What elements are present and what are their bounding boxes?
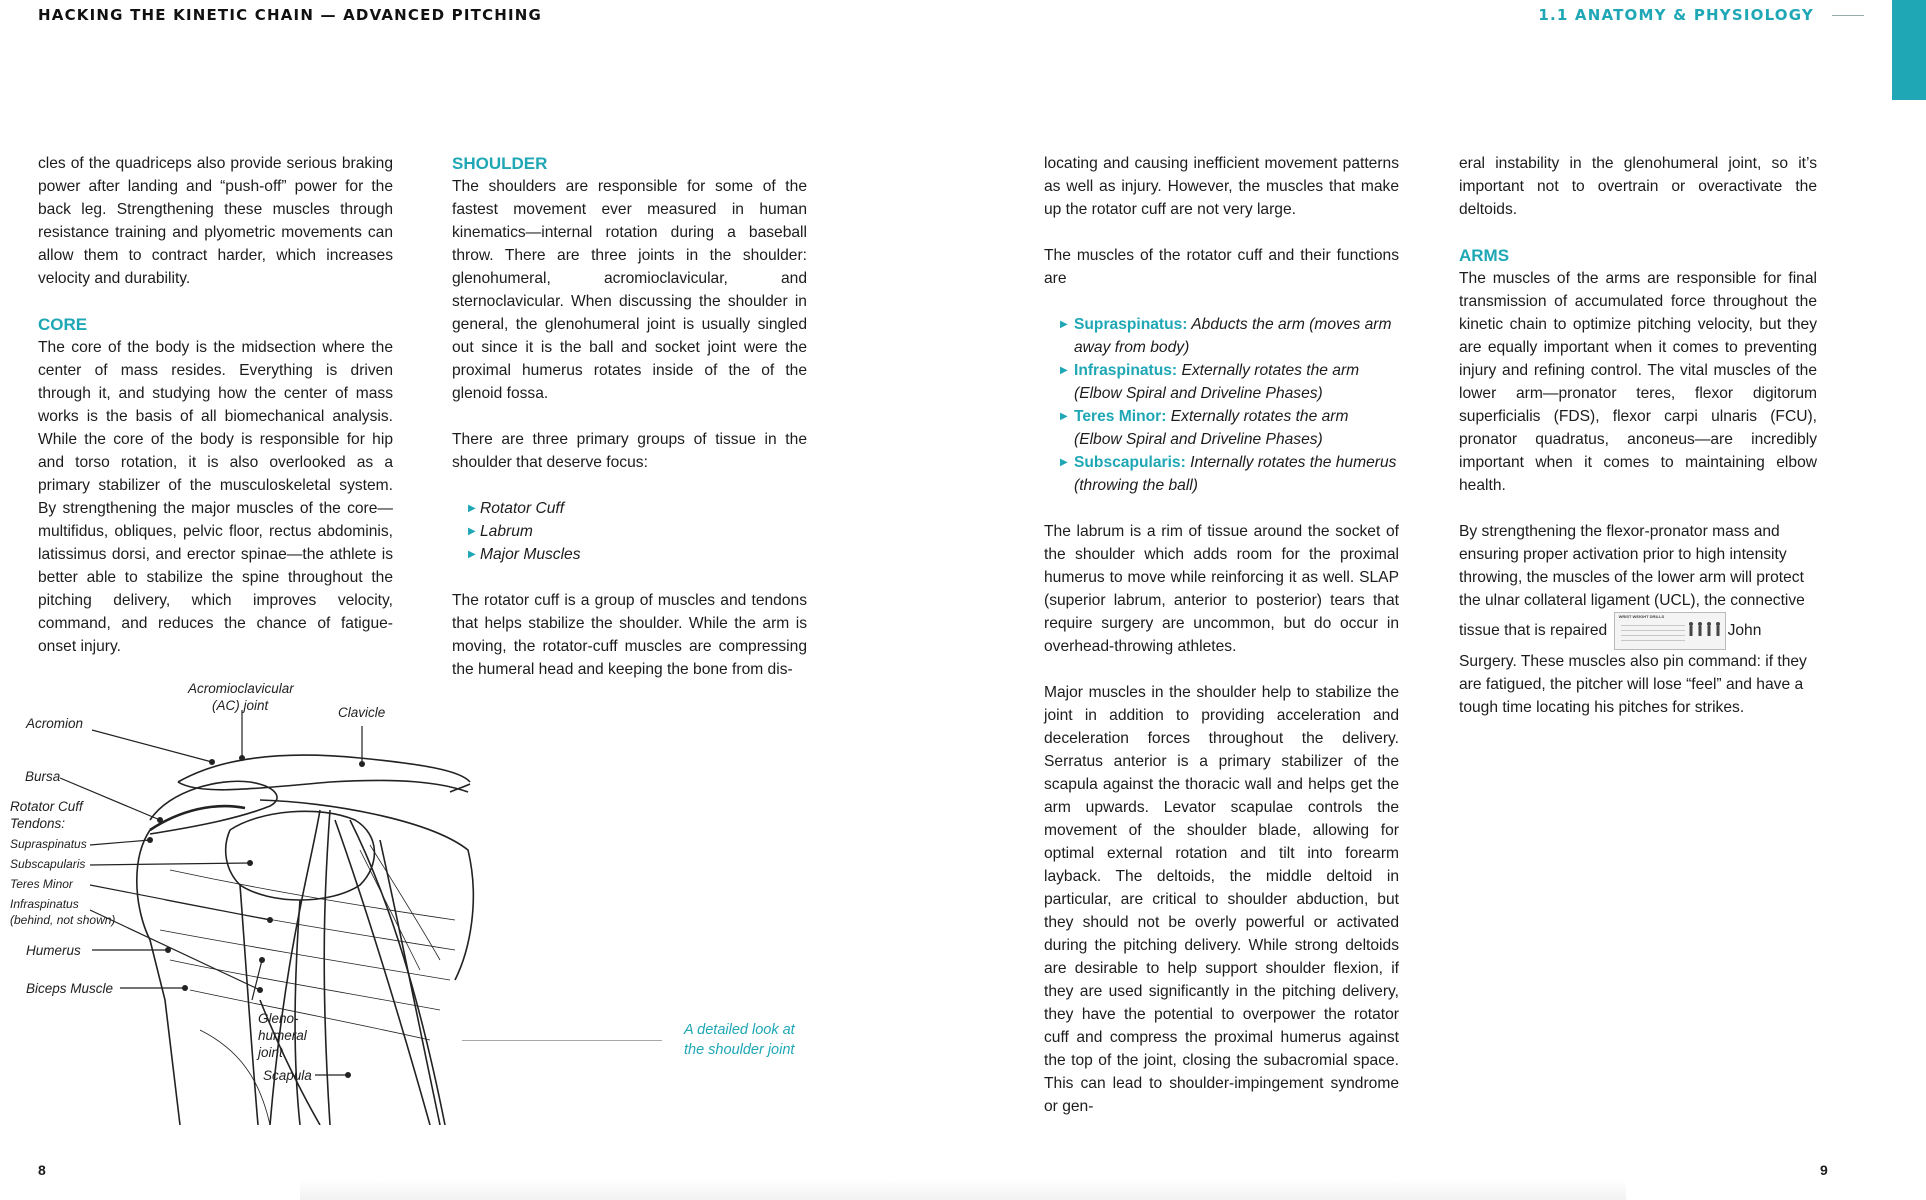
- text-run: John Surgery. These muscles also p: [1459, 622, 1762, 670]
- column-2: [452, 152, 807, 681]
- label-rotator-cuff: Rotator Cuff: [10, 799, 83, 814]
- list-item: [1060, 359, 1399, 405]
- body-paragraph: eral instability in the glenohumeral joint, so it’s important not to overtrain or overactivate the deltoids.: [1459, 155, 1817, 218]
- definition: Externally rotates the arm (Elbow Spiral and Driveline Phases): [1074, 408, 1349, 448]
- text-run: By strengthening the flexor-pronator mass and ensuring proper activation prior to high intensity throwing, the muscles of the lower arm will protect the ulnar collateral ligament (UCL), the connective tissue that is repaired: [1459, 523, 1805, 640]
- list-item: [1060, 313, 1399, 359]
- label-bursa: Bursa: [25, 769, 61, 784]
- column-4: [1459, 152, 1817, 719]
- page-number-right: 9: [1820, 1162, 1828, 1178]
- body-paragraph: The muscles of the rotator cuff and their functions are: [1044, 247, 1399, 287]
- body-paragraph: [1459, 520, 1817, 719]
- label-humerus: Humerus: [26, 943, 81, 958]
- list-item: ▶ Labrum: [468, 520, 807, 543]
- column-1: [38, 152, 393, 658]
- list-item: ▶ Major Muscles: [468, 543, 807, 566]
- body-paragraph: There are three primary groups of tissue in the shoulder that deserve focus:: [452, 431, 807, 471]
- label-supraspinatus: Supraspinatus: [10, 837, 87, 851]
- rotator-cuff-list: [1044, 313, 1399, 497]
- shoulder-illustration: [0, 670, 480, 1125]
- section-heading-arms: ARMS: [1459, 246, 1510, 265]
- label-biceps: Biceps Muscle: [26, 981, 114, 996]
- label-glenohumeral: joint: [258, 1045, 283, 1060]
- section-heading-shoulder: SHOULDER: [452, 154, 548, 173]
- term: Teres Minor:: [1074, 408, 1167, 425]
- body-paragraph: cles of the quadriceps also provide serious braking power after landing and “push-off” power for the back leg. Strengthening these muscles through resistance training and plyometric movements can allow them to contract harder, which increases velocity and durability.: [38, 155, 393, 287]
- body-paragraph: Major muscles in the shoulder help to stabilize the joint in addition to providing acceleration and deceleration forces throughout the delivery. Serratus anterior is a primary stabilizer of the scapula against the thoracic wall and helps get the arm upwards. Levator scapulae controls the movement of the shoulder blade, allowing for optimal external rotation and tilt into forearm layback. The deltoids, the middle deltoid in particular, are critical to shoulder abduction, but they should not be overly powerful or activated during the pitching delivery. While strong deltoids are desirable to help support shoulder flexion, if they are used significantly in the pitching delivery, they have the potential to overpower the rotator cuff and compress the proximal humerus against the top of the joint, closing the subacromial space. This can lead to shoulder-impingement syndrome or gen-: [1044, 684, 1399, 1115]
- body-paragraph: The rotator cuff is a group of muscles and tendons that helps stabilize the shoulder. While the arm is moving, the rotator-cuff muscles are compressing the humeral head and keeping the bone from dis-: [452, 592, 807, 678]
- label-ac-joint: Acromioclavicular: [188, 681, 294, 696]
- text-run: in command: if they are fatigued, the pitcher will lose “feel” and have a tough time locating his pitches for strikes.: [1459, 653, 1807, 716]
- body-paragraph: The muscles of the arms are responsible for final transmission of accumulated force throughout the kinetic chain to optimize pitching velocity, but they are equally important when it comes to preventing injury and refining control. The vital muscles of the lower arm—pronator teres, flexor digitorum superficialis (FDS), flexor carpi ulnaris (FCU), pronator quadratus, anconeus—are incredibly important when it comes to maintaining elbow health.: [1459, 270, 1817, 494]
- caption-rule: [462, 1040, 662, 1041]
- page-number-left: 8: [38, 1162, 46, 1178]
- chapter-tab: [1892, 0, 1926, 100]
- section-heading-core: CORE: [38, 315, 88, 334]
- header-rule: [1832, 15, 1864, 16]
- body-paragraph: The core of the body is the midsection where the center of mass resides. Everything is driven through it, and studying how the center of mass works is the basis of all biomechanical analysis. While the core of the body is responsible for hip and torso rotation, it is also overlooked as a primary stabilizer of the musculoskeletal system. By strengthening the major muscles of the core—multifidus, obliques, pelvic floor, rectus abdominis, latissimus dorsi, and erector spinae—the athlete is better able to stabilize the spine throughout the pitching delivery, which improves velocity, command, and reduces the chance of fatigue-onset injury.: [38, 339, 393, 655]
- tissue-list: [452, 497, 807, 566]
- running-header-right: 1.1 ANATOMY & PHYSIOLOGY: [1538, 6, 1814, 24]
- definition: Abducts the arm (moves arm away from body): [1074, 316, 1392, 356]
- list-item: ▶ Rotator Cuff: [468, 497, 807, 520]
- running-header-left: HACKING THE KINETIC CHAIN — ADVANCED PITCHING: [38, 6, 543, 24]
- term: Infraspinatus:: [1074, 362, 1178, 379]
- list-item: [1060, 451, 1399, 497]
- shoulder-anatomy-figure: [0, 670, 480, 1125]
- body-paragraph: locating and causing inefficient movement patterns as well as injury. However, the muscles that make up the rotator cuff are not very large.: [1044, 155, 1399, 218]
- label-rotator-cuff: Tendons:: [10, 816, 66, 831]
- caption-line: the shoulder joint: [684, 1042, 795, 1058]
- term: Supraspinatus:: [1074, 316, 1188, 333]
- label-infraspinatus: Infraspinatus: [10, 897, 79, 911]
- label-ac-joint: (AC) joint: [212, 698, 269, 713]
- column-3: [1044, 152, 1399, 1118]
- term: Subscapularis:: [1074, 454, 1186, 471]
- label-teres-minor: Teres Minor: [10, 877, 73, 891]
- thumbnail-title: WRIST WEIGHT DRILLS: [1618, 614, 1665, 619]
- page-bottom-shadow: [300, 1180, 1626, 1200]
- list-item: [1060, 405, 1399, 451]
- label-infraspinatus: (behind, not shown): [10, 913, 116, 927]
- definition: Internally rotates the humerus (throwing the ball): [1074, 454, 1397, 494]
- label-glenohumeral: Gleno-: [258, 1011, 299, 1026]
- drill-figures-icon: [1686, 616, 1722, 646]
- label-glenohumeral: humeral: [258, 1028, 307, 1043]
- label-acromion: Acromion: [26, 716, 84, 731]
- drill-thumbnail[interactable]: [1614, 612, 1726, 650]
- definition: Externally rotates the arm (Elbow Spiral and Driveline Phases): [1074, 362, 1360, 402]
- caption-line: A detailed look at: [684, 1022, 795, 1038]
- label-subscapularis: Subscapularis: [10, 857, 86, 871]
- figure-caption: [684, 1020, 795, 1060]
- label-clavicle: Clavicle: [338, 705, 386, 720]
- label-scapula: Scapula: [263, 1068, 312, 1083]
- body-paragraph: The shoulders are responsible for some of the fastest movement ever measured in human kinematics—internal rotation during a baseball throw. There are three joints in the shoulder: glenohumeral, acromioclavicular, and sternoclavicular. When discussing the shoulder in general, the glenohumeral joint is usually singled out since it is the ball and socket joint were the proximal humerus rotates inside of the of the glenoid fossa.: [452, 178, 807, 402]
- body-paragraph: The labrum is a rim of tissue around the socket of the shoulder which adds room for the proximal humerus to move while reinforcing it as well. SLAP (superior labrum, anterior to posterior) tears that require surgery are uncommon, but do occur in overhead-throwing athletes.: [1044, 523, 1399, 655]
